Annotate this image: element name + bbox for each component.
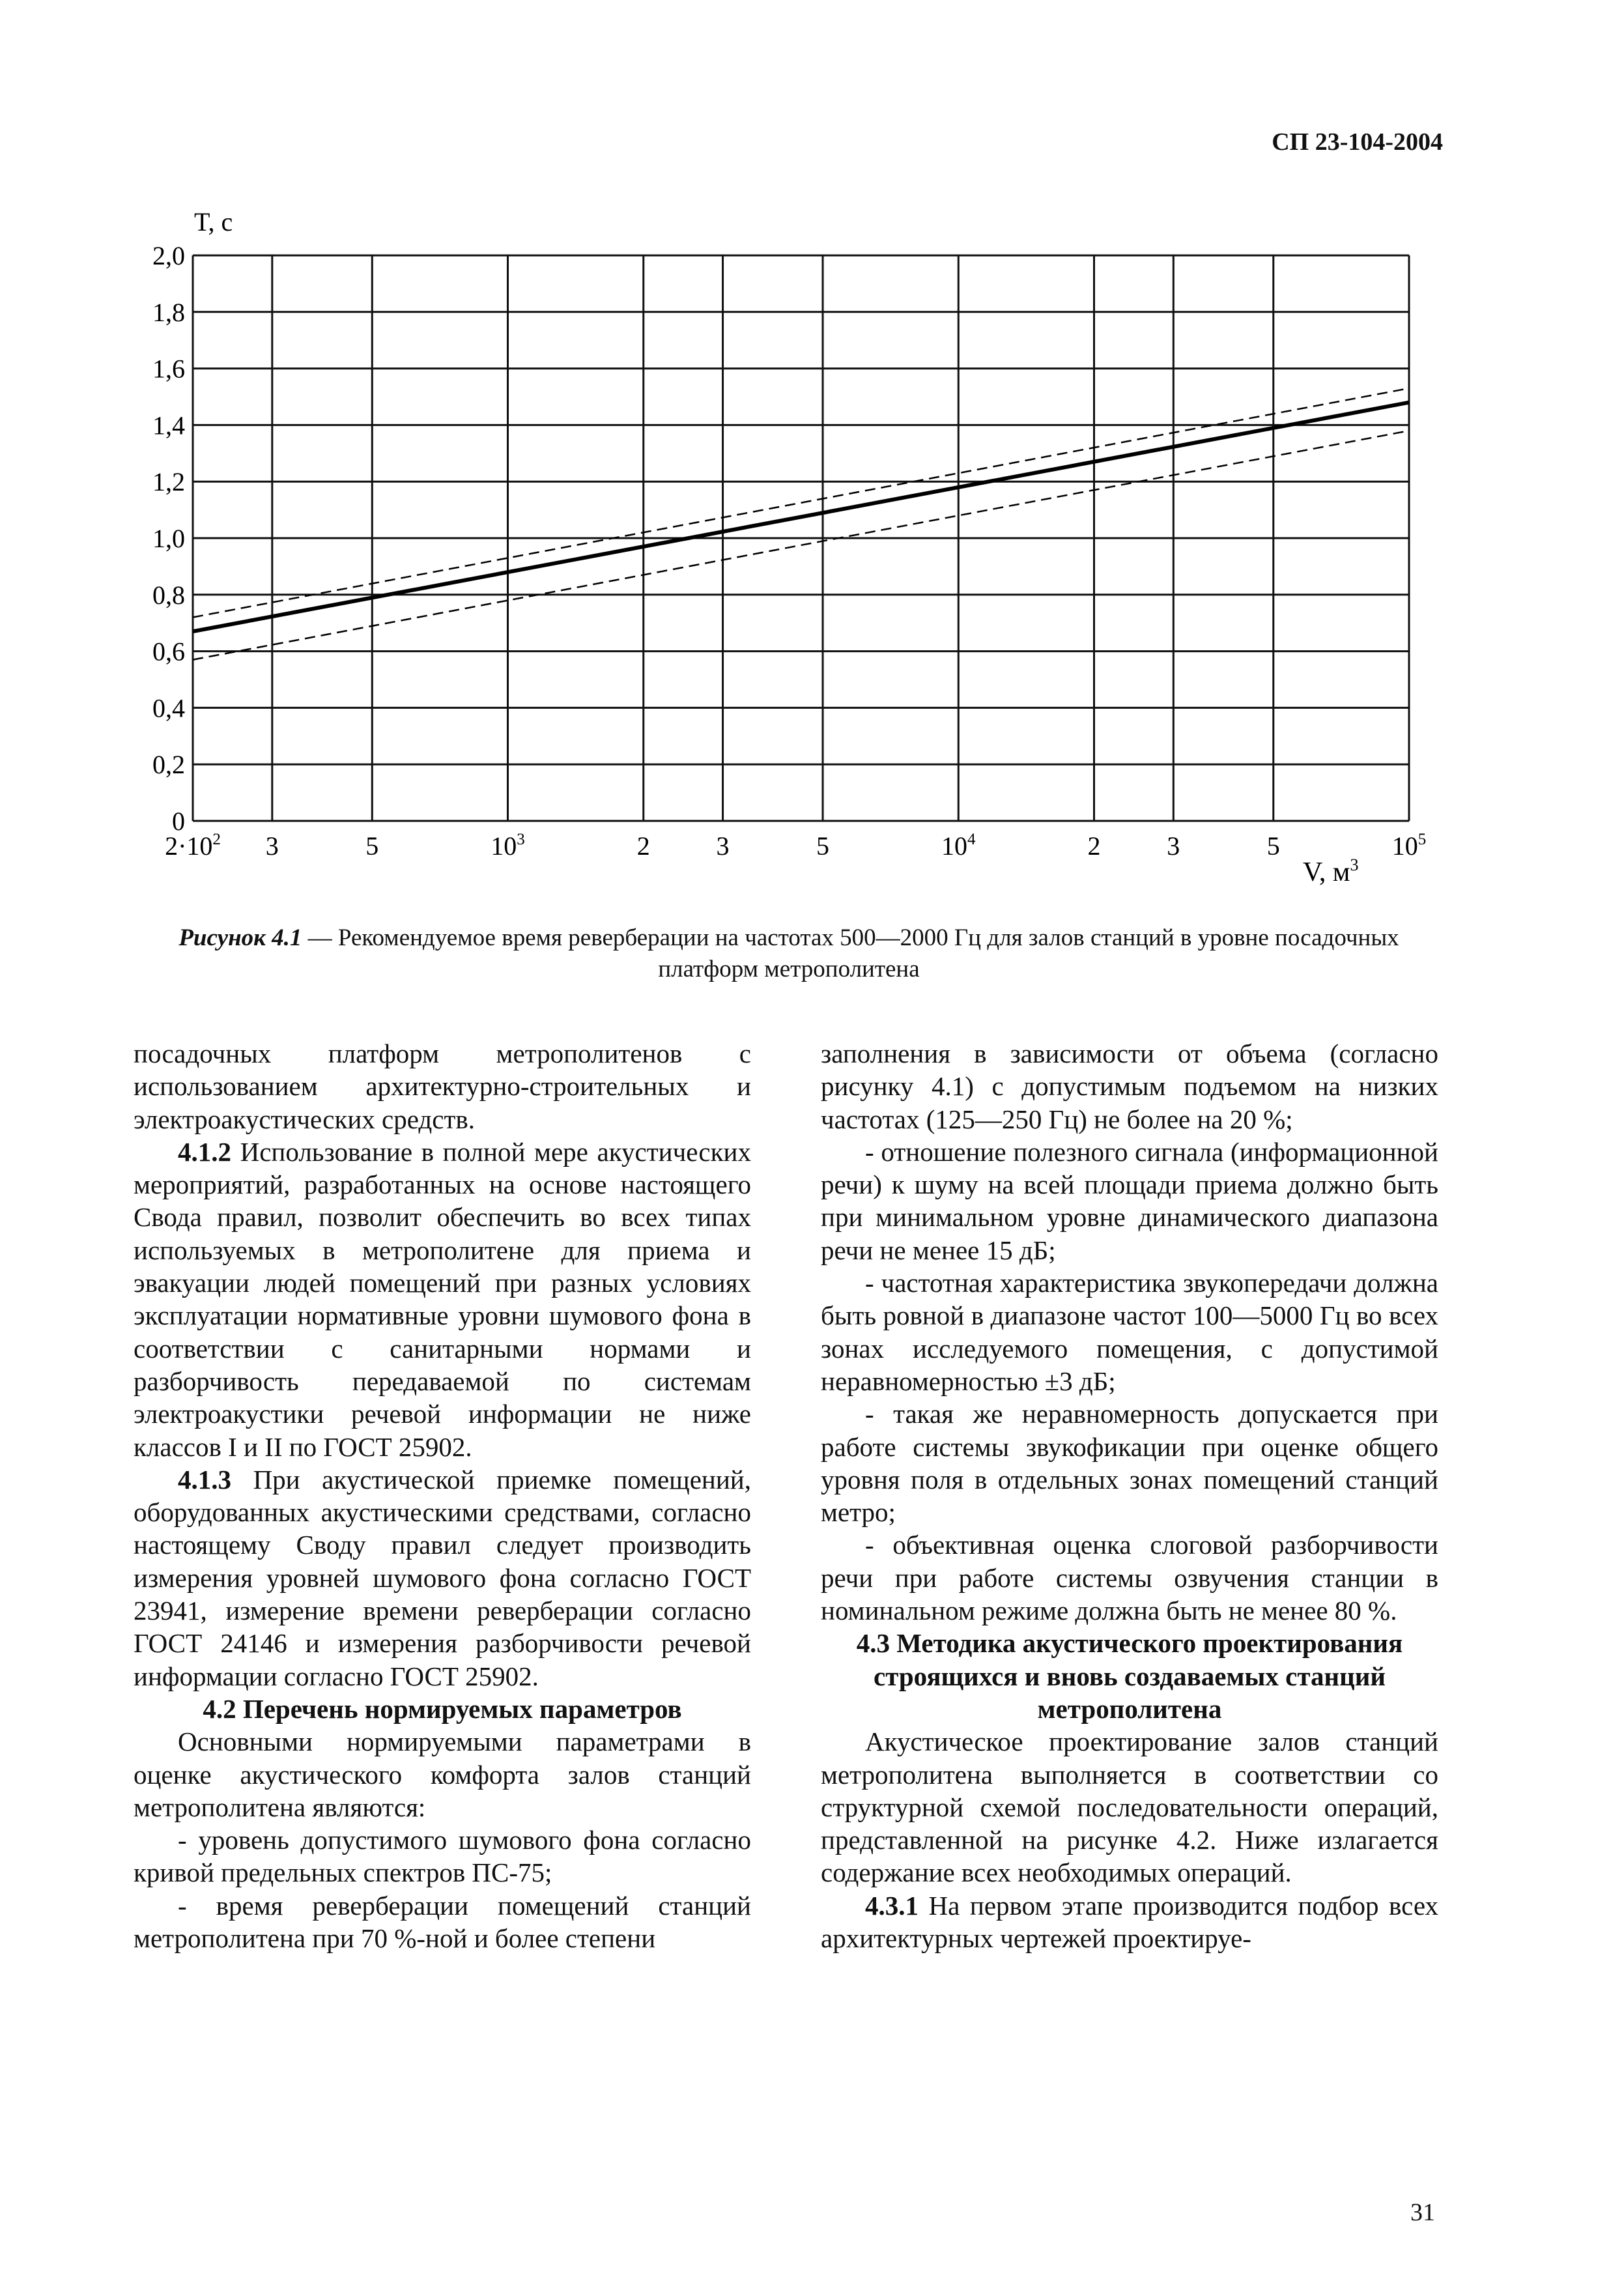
list-item: - объективная оценка слоговой разборчивости речи при работе системы озвучения станции в номинальном режиме должна быть не менее 80 %. xyxy=(821,1530,1438,1626)
x-tick-label: 5 xyxy=(365,831,379,861)
recommended-line xyxy=(193,403,1409,632)
paragraph: посадочных платформ метрополитенов с использованием архитектурно-строительных и электроакустических средств. xyxy=(134,1038,751,1134)
paragraph: Основными нормируемыми параметрами в оценке акустического комфорта залов станций метрополитена являются: xyxy=(134,1726,751,1822)
tolerance-line xyxy=(193,431,1409,660)
y-tick-labels xyxy=(152,241,185,836)
y-tick-label: 0,2 xyxy=(152,750,185,780)
caption-text: — Рекомендуемое время реверберации на частотах 500—2000 Гц для залов станций в уровне посадочных платформ метрополитена xyxy=(302,924,1399,982)
x-tick-label: $2\cdot 10^2$ xyxy=(165,831,221,861)
reverberation-chart xyxy=(0,0,1624,912)
clause-number: 4.1.3 xyxy=(178,1464,231,1495)
y-axis-label: T, c xyxy=(194,207,233,236)
y-tick-label: 1,2 xyxy=(152,467,185,497)
x-tick-label: 3 xyxy=(1167,831,1180,861)
chart-grid xyxy=(193,255,1409,821)
y-tick-label: 2,0 xyxy=(152,241,185,270)
caption-label: Рисунок 4.1 xyxy=(178,924,302,951)
x-tick-label: 3 xyxy=(716,831,730,861)
paragraph xyxy=(134,1136,751,1463)
clause-number: 4.3.1 xyxy=(865,1890,919,1921)
x-tick-label: $10^4$ xyxy=(941,831,976,861)
y-tick-label: 0,8 xyxy=(152,580,185,610)
list-item: - такая же неравномерность допускается при работе системы звукофикации при оценке общего уровня поля в отдельных зонах помещений станций метро; xyxy=(821,1399,1438,1528)
chart-series xyxy=(193,388,1409,660)
x-tick-label: $10^3$ xyxy=(491,831,525,861)
paragraph-text: На первом этапе производится подбор всех архитектурных чертежей проектируе- xyxy=(821,1890,1438,1954)
figure-caption xyxy=(137,923,1441,985)
x-tick-label: 2 xyxy=(636,831,650,861)
list-item: - частотная характеристика звукопередачи должна быть ровной в диапазоне частот 100—5000 Гц во всех зонах исследуемого помещения, с допустимой неравномерностью ±3 дБ; xyxy=(821,1268,1438,1396)
y-tick-label: 1,4 xyxy=(152,410,185,440)
right-column xyxy=(821,1037,1438,1954)
y-tick-label: 1,8 xyxy=(152,297,185,327)
paragraph xyxy=(821,1889,1438,1955)
section-heading: 4.3 Методика акустического проектирования строящихся и вновь создаваемых станций метрополитена xyxy=(856,1628,1403,1724)
y-tick-label: 1,0 xyxy=(152,524,185,553)
x-tick-labels xyxy=(165,831,1426,861)
y-tick-label: 0,4 xyxy=(152,693,185,723)
list-item: - уровень допустимого шумового фона согласно кривой предельных спектров ПС-75; xyxy=(134,1825,751,1888)
clause-number: 4.1.2 xyxy=(178,1136,231,1167)
y-tick-label: 0 xyxy=(172,807,185,836)
x-tick-label: 2 xyxy=(1087,831,1101,861)
y-tick-label: 0,6 xyxy=(152,637,185,666)
x-tick-label: 3 xyxy=(265,831,279,861)
section-heading: 4.2 Перечень нормируемых параметров xyxy=(203,1693,682,1724)
list-item: - отношение полезного сигнала (информационной речи) к шуму на всей площади приема должно быть при минимальном уровне динамического диапазона речи не менее 15 дБ; xyxy=(821,1136,1438,1265)
paragraph: Акустическое проектирование залов станций метрополитена выполняется в соответствии со структурной схемой последовательности операций, представленной на рисунке 4.2. Ниже излагается содержание всех необходимых операций. xyxy=(821,1726,1438,1888)
list-item: - время реверберации помещений станций метрополитена при 70 %-ной и более степени xyxy=(134,1890,751,1954)
x-tick-label: 5 xyxy=(1266,831,1280,861)
left-column xyxy=(134,1037,751,1954)
paragraph-text: Использование в полной мере акустических мероприятий, разработанных на основе настоящего Свода правил, позволит обеспечить во всех типах используемых в метрополитене для приема и эвакуации людей помещений при разных условиях эксплуатации нормативные уровни шумового фона в соответствии с санитарными нормами и разборчивость передаваемой по системам электроакустики речевой информации не ниже классов I и II по ГОСТ 25902. xyxy=(134,1136,751,1462)
page-number: 31 xyxy=(1410,2199,1435,2226)
x-tick-label: 5 xyxy=(816,831,830,861)
document-code: СП 23-104-2004 xyxy=(1272,128,1443,156)
x-axis-label: V, $м^3$ xyxy=(1303,855,1359,887)
tolerance-line xyxy=(193,388,1409,618)
paragraph xyxy=(134,1463,751,1693)
paragraph: заполнения в зависимости от объема (согласно рисунку 4.1) с допустимым подъемом на низких частотах (125—250 Гц) не более на 20 %; xyxy=(821,1038,1438,1134)
paragraph-text: При акустической приемке помещений, оборудованных акустическими средствами, согласно настоящему Своду правил следует производить измерения уровней шумового фона согласно ГОСТ 23941, измерение времени реверберации согласно ГОСТ 24146 и измерения разборчивости речевой информации согласно ГОСТ 25902. xyxy=(134,1464,751,1691)
x-tick-label: $10^5$ xyxy=(1391,831,1427,861)
y-tick-label: 1,6 xyxy=(152,354,185,384)
